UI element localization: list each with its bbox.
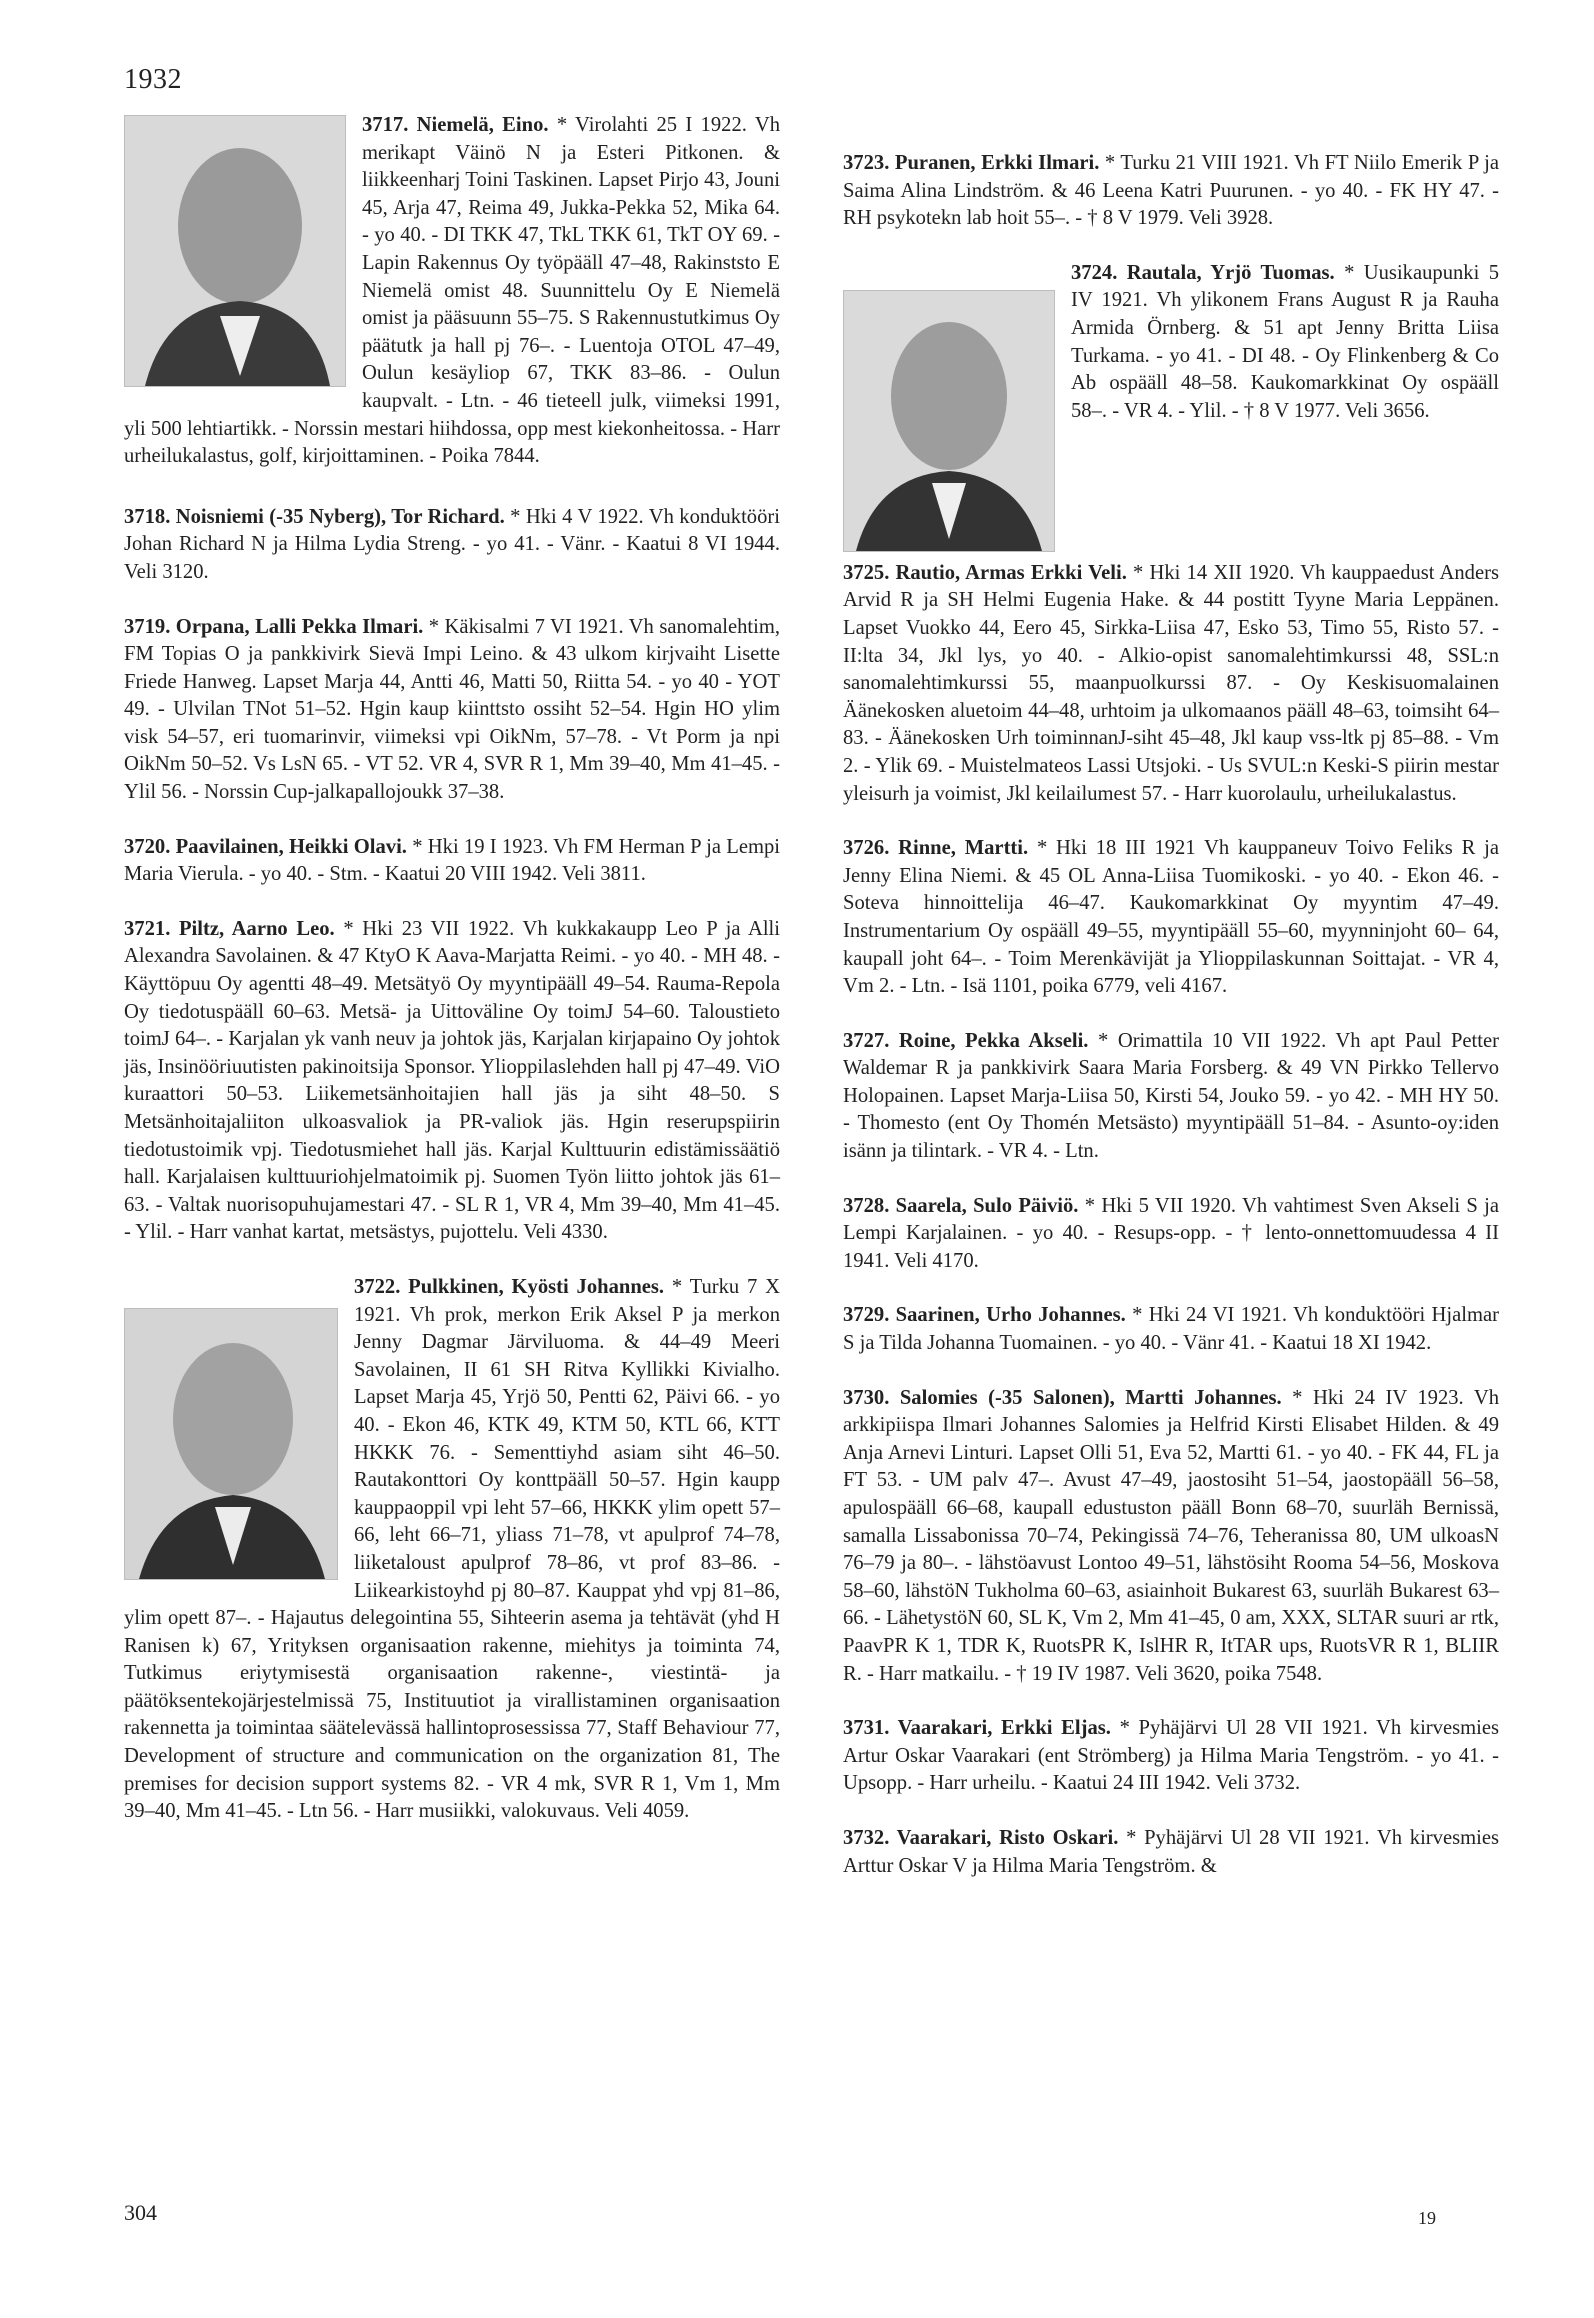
entry-name: 3723. Puranen, Erkki Ilmari. bbox=[843, 152, 1100, 174]
biography-entry-3719 bbox=[124, 614, 780, 807]
entry-name: 3717. Niemelä, Eino. bbox=[362, 114, 549, 136]
biography-entry-3731 bbox=[843, 1715, 1499, 1798]
entry-name: 3728. Saarela, Sulo Päiviö. bbox=[843, 1194, 1079, 1217]
left-column bbox=[124, 112, 780, 1853]
entry-text: * Uusikaupunki 5 IV 1921. Vh ylikonem Frans August R ja Rauha Armida Örnberg. & 51 apt Jenny Britta Liisa Turkama. - yo 41. - DI 48. - Oy Flinkenberg & Co Ab ospääll 48–58. Kaukomarkkinat Oy ospääll 58–. - VR 4. - Ylil. - † 8 V 1977. Veli 3656. bbox=[1071, 261, 1499, 422]
entry-text: * Hki 4 V 1922. Vh konduktööri Johan Richard N ja Hilma Lydia Streng. - yo 41. - Vänr. - Kaatui 8 VI 1944. Veli 3120. bbox=[124, 505, 780, 583]
entry-text: * Hki 24 IV 1923. Vh arkkipiispa Ilmari Johannes Salomies ja Helfrid Kirsti Elisabet Hilden. & 49 Anja Arnevi Linturi. Lapset Olli 51, Eva 52, Martti 61. - yo 40. - FK 44, FL ja FT 53. - UM palv 47–. Avust 47–49, jaostosiht 51–54, jaostopääll 56–58, apulospääll 66–68, kaupall edustuston pääll Bonn 68–70, suurläh Bernissä, samalla Lissabonissa 70–74, Pekingissä 74–76, Teheranissa 80, UM ulkoasN 76–79 ja 80–. - lähstöavust Lontoo 49–51, lähstösiht Rooma 54–56, Moskova 58–60, lähstöN Tukholma 60–63, asiainhoit Bukarest 63, suurläh Bukarest 63–66. - LähetystöN 60, SL K, Vm 2, Mm 41–45, 0 am, XXX, SLTAR suuri ar rtk, PaavPR K 1, TDR K, RuotsPR K, IslHR R, ItTAR ups, RuotsVR R 1, BLIIR R. - Harr matkailu. - † 19 IV 1987. Veli 3620, poika 7548. bbox=[843, 1386, 1499, 1685]
right-column bbox=[843, 150, 1499, 1907]
entry-name: 3724. Rautala, Yrjö Tuomas. bbox=[1071, 261, 1335, 284]
entry-name: 3722. Pulkkinen, Kyösti Johannes. bbox=[354, 1275, 665, 1298]
biography-entry-3718 bbox=[124, 498, 780, 587]
biography-entry-3717 bbox=[124, 112, 780, 471]
entry-text: * Pyhäjärvi Ul 28 VII 1921. Vh kirvesmies Arttur Oskar V ja Hilma Maria Tengström. & bbox=[843, 1826, 1499, 1877]
entry-text: * Virolahti 25 I 1922. Vh merikapt Väinö N ja Esteri Pitkonen. & liikkeenharj Toini Taskinen. Lapset Pirjo 43, Jouni 45, Arja 47, Reima 49, Jukka-Pekka 52, Mika 64. - yo 40. - DI TKK 47, TkL TKK 61, TkT OY 69. - Lapin Rakennus Oy työpääll 47–48, Rakinststo E Niemelä omist 48. Suunnittelu Oy E Niemelä omist ja pääsuunn 55–75. S Rakennustutkimus Oy päätutk ja hall pj 76–. - Luentoja OTOL 47–49, Oulun kesäyliop 67, TKK 83–86. - Oulun kaupvalt. - Ltn. - 46 tieteell julk, viimeksi 1991, yli 500 lehtiartikk. - Norssin mestari hiihdossa, opp mest kiekonheitossa. - Harr urheilukalastus, golf, kirjoittaminen. - Poika 7844. bbox=[124, 114, 781, 468]
portrait-photo-pulkkinen bbox=[124, 1308, 338, 1580]
biography-entry-3729 bbox=[843, 1302, 1499, 1357]
biography-entry-3726 bbox=[843, 835, 1499, 1001]
entry-name: 3732. Vaarakari, Risto Oskari. bbox=[843, 1826, 1119, 1849]
biography-entry-3721 bbox=[124, 916, 780, 1247]
biography-entry-3723 bbox=[843, 150, 1499, 233]
portrait-photo-niemela bbox=[124, 115, 346, 387]
biography-entry-3725 bbox=[843, 556, 1499, 808]
page-year-header: 1932 bbox=[124, 64, 182, 95]
biography-entry-3722 bbox=[124, 1274, 780, 1826]
entry-name: 3718. Noisniemi (-35 Nyberg), Tor Richard. bbox=[124, 505, 505, 528]
entry-text: * Turku 21 VIII 1921. Vh FT Niilo Emerik P ja Saima Alina Lindström. & 46 Leena Katri Puurunen. - yo 40. - FK HY 47. - RH psykotekn lab hoit 55–. - † 8 V 1979. Veli 3928. bbox=[843, 152, 1499, 230]
entry-text: * Pyhäjärvi Ul 28 VII 1921. Vh kirvesmies Artur Oskar Vaarakari (ent Strömberg) ja Hilma Maria Tengström. - yo 41. - Upsopp. - Harr urheilu. - Kaatui 24 III 1942. Veli 3732. bbox=[843, 1717, 1500, 1795]
entry-text: * Hki 14 XII 1920. Vh kauppaedust Anders Arvid R ja SH Helmi Eugenia Hake. & 44 postitt Tyyne Maria Leppänen. Lapset Vuokko 44, Eero 45, Sirkka-Liisa 47, Esko 53, Timo 55, Risto 57. - II:lta 34, Jkl lys, yo 40. - Alkio-opist sanomalehtimkurssi 48, SSL:n sanomalehtimkurssi 55, maanpuolkurssi 87. - Oy Keskisuomalainen Äänekosken aluetoim 44–48, urhtoim ja ulkomaanos pääll 48–63, toimsiht 64–83. - Äänekosken Urh toiminnanJ-siht 45–48, Jkl kaup vss-ltk pj 85–88. - Vm 2. - Ylik 69. - Muistelmateos Lassi Utsjoki. - Us SVUL:n Keski-S piirin mestar yleisurh ja voimist, Jkl keilailumest 57. - Harr kuorolaulu, urheilukalastus. bbox=[843, 561, 1499, 805]
entry-name: 3719. Orpana, Lalli Pekka Ilmari. bbox=[124, 615, 424, 638]
entry-text: * Hki 5 VII 1920. Vh vahtimest Sven Akseli S ja Lempi Karjalainen. - yo 40. - Resups-opp. - † lento-onnettomuudessa 4 II 1941. Veli 4170. bbox=[843, 1194, 1499, 1272]
entry-text: * Hki 19 I 1923. Vh FM Herman P ja Lempi Maria Vierula. - yo 40. - Stm. - Kaatui 20 VIII 1942. Veli 3811. bbox=[124, 835, 780, 886]
entry-name: 3721. Piltz, Aarno Leo. bbox=[124, 917, 335, 940]
biography-entry-3724 bbox=[843, 260, 1499, 426]
entry-text: * Hki 18 III 1921 Vh kauppaneuv Toivo Feliks R ja Jenny Elina Niemi. & 45 OL Anna-Liisa Tuomikoski. - yo 40. - Ekon 46. - Soteva hinnoittelija 46–47. Kaukomarkkinat Oy myyntim 47–49. Instrumentarium Oy ospääll 49–55, myyntipääll 55–60, myynninjoht 60– 64, kaupall joht 64–. - Toim Merenkävijät ja Ylioppilaskunnan Soittajat. - VR 4, Vm 2. - Ltn. - Isä 1101, poika 6779, veli 4167. bbox=[843, 837, 1499, 998]
portrait-photo-rautala bbox=[843, 290, 1055, 552]
entry-name: 3730. Salomies (-35 Salonen), Martti Johannes. bbox=[843, 1386, 1282, 1409]
biography-entry-3730 bbox=[843, 1385, 1499, 1689]
entry-name: 3725. Rautio, Armas Erkki Veli. bbox=[843, 561, 1127, 584]
entry-name: 3726. Rinne, Martti. bbox=[843, 837, 1029, 860]
page-number-left: 304 bbox=[124, 2200, 157, 2225]
entry-name: 3729. Saarinen, Urho Johannes. bbox=[843, 1304, 1126, 1327]
biography-entry-3720 bbox=[124, 834, 780, 889]
entry-text: * Hki 23 VII 1922. Vh kukkakaupp Leo P ja Alli Alexandra Savolainen. & 47 KtyO K Aava-Marjatta Reimi. - yo 40. - MH 48. - Käyttöpuu Oy agentti 48–49. Metsätyö Oy myyntipääll 49–54. Rauma-Repola Oy tiedotuspääll 60–63. Metsä- ja Uittoväline Oy toimJ 54–60. Taloustieto toimJ 64–. - Karjalan yk vanh neuv ja johtok jäs, Karjalan kirjapaino Oy johtok jäs, Insinööriuutisten pakinoitsija Sponsor. Ylioppilaslehden hall pj 47–49. ViO kuraattori 50–53. Liikemetsänhoitajien hall jäs ja siht 48–50. S Metsänhoitajaliiton ulkoasvaliok ja PR-valiok jäs. Hgin reserupspiirin tiedotustoimik vpj. Tiedotusmiehet hall jäs. Karjal Kulttuurin edistämissäätiö hall. Karjalaisen kulttuuriohjelmatoimik pj. Suomen Työn liitto johtok jäs 61–63. - Valtak nuorisopuhujamestari 47. - SL R 1, VR 4, Mm 39–40, Mm 41–45. - Ylil. - Harr vanhat kartat, metsästys, pujottelu. Veli 4330. bbox=[124, 917, 781, 1244]
biography-entry-3732 bbox=[843, 1825, 1499, 1880]
biography-entry-3728 bbox=[843, 1193, 1499, 1276]
entry-text: * Hki 24 VI 1921. Vh konduktööri Hjalmar S ja Tilda Johanna Tuomainen. - yo 40. - Vänr 41. - Kaatui 18 XI 1942. bbox=[843, 1304, 1500, 1355]
entry-text: * Orimattila 10 VII 1922. Vh apt Paul Petter Waldemar R ja pankkivirk Saara Maria Forsberg. & 49 VN Pirkko Tellervo Holopainen. Lapset Marja-Liisa 50, Kirsti 54, Jouko 59. - yo 42. - MH HY 50. - Thomesto (ent Oy Thomén Metsästo) myyntipääll 51–84. - Asunto-oy:iden isänn ja tilintark. - VR 4. - Ltn. bbox=[843, 1029, 1499, 1163]
entry-text: * Turku 7 X 1921. Vh prok, merkon Erik Aksel P ja merkon Jenny Dagmar Järviluoma. & 44–49 Meeri Savolainen, II 61 SH Ritva Kyllikki Kivialho. Lapset Marja 45, Yrjö 50, Pentti 62, Päivi 66. - yo 40. - Ekon 46, KTK 49, KTM 50, KTL 66, KTT HKKK 76. - Sementtiyhd asiam siht 46–50. Rautakonttori Oy konttpääll 50–57. Hgin kaupp kauppaoppil vpi leht 57–66, HKKK ylim opett 57–66, leht 66–71, yliass 71–78, vt apulprof 74–78, liiketaloust apulprof 78–86, vt prof 83–86. - Liikearkistoyhd pj 80–87. Kauppat yhd vpj 81–86, ylim opett 87–. - Hajautus delegointina 55, Sihteerin asema ja tehtävät (yhd H Ranisen k) 67, Yrityksen organisaation rakenne, miehitys ja toiminta 74, Tutkimus eriytymisestä organisaation rakenne-, viestintä- ja päätöksentekojärjestelmissä 75, Instituutiot ja virallistaminen organisaation rakennetta ja toimintaa säätelevässä hallintoprosessissa 77, Staff Behaviour 77, Development of structure and communication on the organization 81, The premises for decision support systems 82. - VR 4 mk, SVR R 1, Vm 1, Mm 39–40, Mm 41–45. - Ltn 56. - Harr musiikki, valokuvaus. Veli 4059. bbox=[124, 1275, 781, 1823]
entry-name: 3727. Roine, Pekka Akseli. bbox=[843, 1029, 1089, 1052]
entry-text: * Käkisalmi 7 VI 1921. Vh sanomalehtim, FM Topias O ja pankkivirk Sievä Impi Leino. & 43 ulkom kirjvaiht Lisette Friede Hanweg. Lapset Marja 44, Antti 46, Matti 50, Riitta 54. - yo 40 - YOT 49. - Ulvilan TNot 51–52. Hgin kaup kiinttsto ossiht 52–54. Hgin HO ylim visk 54–57, eri tuomarinvir, viimeksi vpi OikNm, 57–78. - Vt Porm ja npi OikNm 50–52. Vs LsN 65. - VT 52. VR 4, SVR R 1, Mm 39–40, Mm 41–45. - Ylil 56. - Norssin Cup-jalkapallojoukk 37–38. bbox=[124, 615, 780, 804]
entry-name: 3731. Vaarakari, Erkki Eljas. bbox=[843, 1717, 1111, 1740]
page-number-right: 19 bbox=[1418, 2208, 1436, 2228]
biography-entry-3727 bbox=[843, 1028, 1499, 1166]
entry-name: 3720. Paavilainen, Heikki Olavi. bbox=[124, 835, 407, 858]
